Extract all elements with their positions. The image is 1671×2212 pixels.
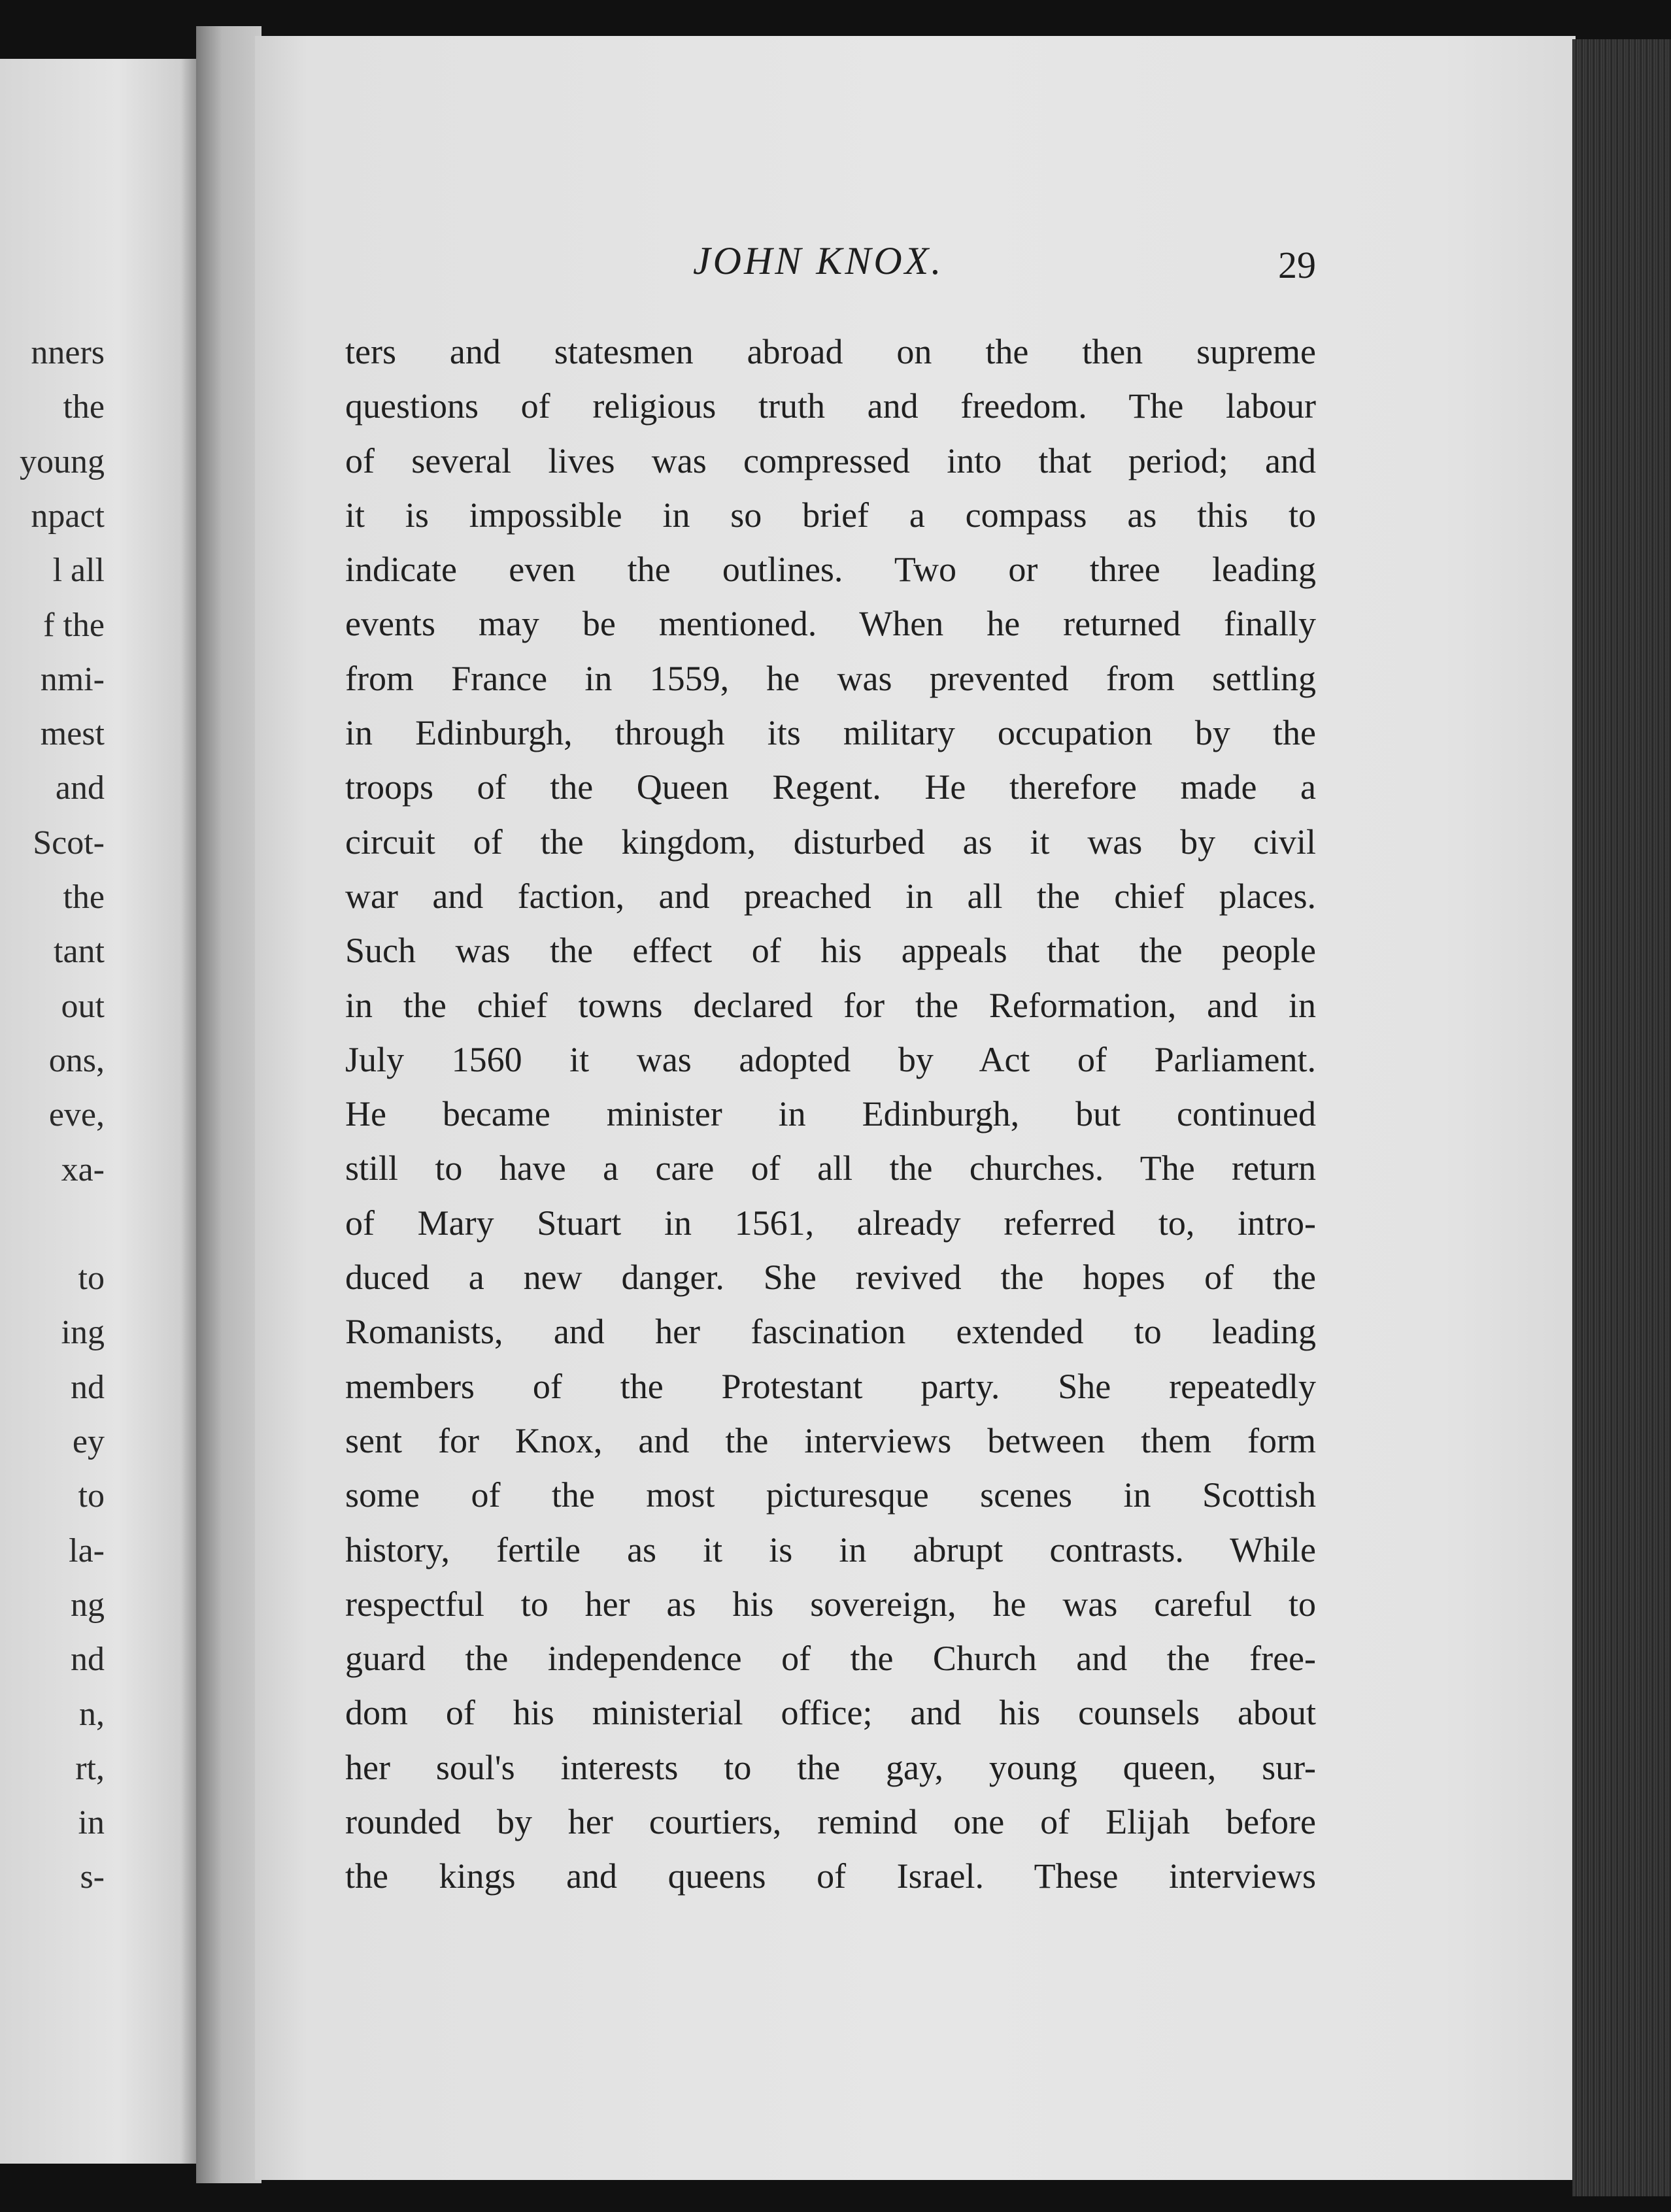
text-line: Such was the effect of his appeals that the people bbox=[345, 931, 1316, 971]
text-line: July 1560 it was adopted by Act of Parliament. bbox=[345, 1039, 1316, 1079]
text-line: in Edinburgh, through its military occupation by the bbox=[345, 713, 1316, 753]
left-page-line: young bbox=[20, 443, 105, 480]
left-page-line: tant bbox=[54, 933, 105, 971]
left-page-line: l all bbox=[52, 552, 105, 590]
text-line: respectful to her as his sovereign, he was careful to bbox=[345, 1584, 1316, 1624]
text-line: still to have a care of all the churches. The return bbox=[345, 1148, 1316, 1188]
left-page-line: n, bbox=[79, 1695, 105, 1733]
left-page-line: eve, bbox=[48, 1096, 105, 1134]
text-line: members of the Protestant party. She repeatedly bbox=[345, 1366, 1316, 1406]
text-line: ters and statesmen abroad on the then supreme bbox=[345, 332, 1316, 371]
text-line: her soul's interests to the gay, young queen, sur- bbox=[345, 1747, 1316, 1787]
text-line: guard the independence of the Church and the free- bbox=[345, 1639, 1316, 1679]
left-page-line: ey bbox=[72, 1423, 105, 1460]
left-page-line: s- bbox=[80, 1858, 105, 1896]
left-page-line: to bbox=[78, 1477, 105, 1515]
text-line: events may be mentioned. When he returned finally bbox=[345, 604, 1316, 644]
left-page-line: mest bbox=[40, 715, 105, 753]
left-page-line: ng bbox=[71, 1586, 105, 1624]
text-line: duced a new danger. She revived the hopes of the bbox=[345, 1258, 1316, 1298]
left-page-line: nners bbox=[31, 334, 105, 371]
left-page bbox=[0, 59, 196, 2164]
text-line: it is impossible in so brief a compass as this to bbox=[345, 495, 1316, 535]
text-line: indicate even the outlines. Two or three leading bbox=[345, 550, 1316, 590]
book-gutter bbox=[196, 26, 262, 2183]
text-line: the kings and queens of Israel. These interviews bbox=[345, 1856, 1316, 1896]
left-page-line: npact bbox=[31, 497, 105, 535]
left-page-line: rt, bbox=[75, 1749, 105, 1787]
left-page-line: to bbox=[78, 1260, 105, 1298]
text-line: He became minister in Edinburgh, but continued bbox=[345, 1094, 1316, 1134]
text-line: circuit of the kingdom, disturbed as it was by civil bbox=[345, 822, 1316, 862]
text-line: dom of his ministerial office; and his counsels about bbox=[345, 1693, 1316, 1733]
left-page-line: the bbox=[63, 879, 105, 916]
left-page-line: nmi- bbox=[40, 660, 105, 698]
left-page-line: ing bbox=[61, 1314, 105, 1352]
text-line: troops of the Queen Regent. He therefore made a bbox=[345, 767, 1316, 807]
left-page-line: Scot- bbox=[33, 824, 105, 862]
left-page-line: ons, bbox=[48, 1041, 105, 1079]
left-page-line: xa- bbox=[61, 1150, 105, 1188]
text-line: of several lives was compressed into that period; and bbox=[345, 441, 1316, 480]
left-page-line: the bbox=[63, 388, 105, 426]
left-page-line: la- bbox=[69, 1532, 105, 1569]
left-page-line: out bbox=[61, 987, 105, 1025]
body-text bbox=[345, 325, 1316, 1904]
text-line: some of the most picturesque scenes in Scottish bbox=[345, 1475, 1316, 1515]
text-line: war and faction, and preached in all the chief places. bbox=[345, 876, 1316, 916]
text-line: of Mary Stuart in 1561, already referred to, intro- bbox=[345, 1203, 1316, 1243]
left-page-line: and bbox=[55, 769, 105, 807]
left-page-line: nd bbox=[71, 1641, 105, 1679]
text-line: questions of religious truth and freedom. The labour bbox=[345, 386, 1316, 426]
text-line: in the chief towns declared for the Reformation, and in bbox=[345, 985, 1316, 1025]
text-line: sent for Knox, and the interviews between them form bbox=[345, 1420, 1316, 1460]
page-number: 29 bbox=[1278, 244, 1316, 286]
text-line: from France in 1559, he was prevented from settling bbox=[345, 658, 1316, 698]
left-page-line: nd bbox=[71, 1368, 105, 1406]
left-page-line: f the bbox=[43, 606, 105, 644]
left-page-line: in bbox=[78, 1804, 105, 1842]
text-line: Romanists, and her fascination extended to leading bbox=[345, 1312, 1316, 1352]
page-edges bbox=[1572, 39, 1671, 2196]
text-line: rounded by her courtiers, remind one of Elijah before bbox=[345, 1802, 1316, 1842]
running-head: JOHN KNOX. bbox=[693, 239, 944, 282]
text-line: history, fertile as it is in abrupt contrasts. While bbox=[345, 1530, 1316, 1569]
